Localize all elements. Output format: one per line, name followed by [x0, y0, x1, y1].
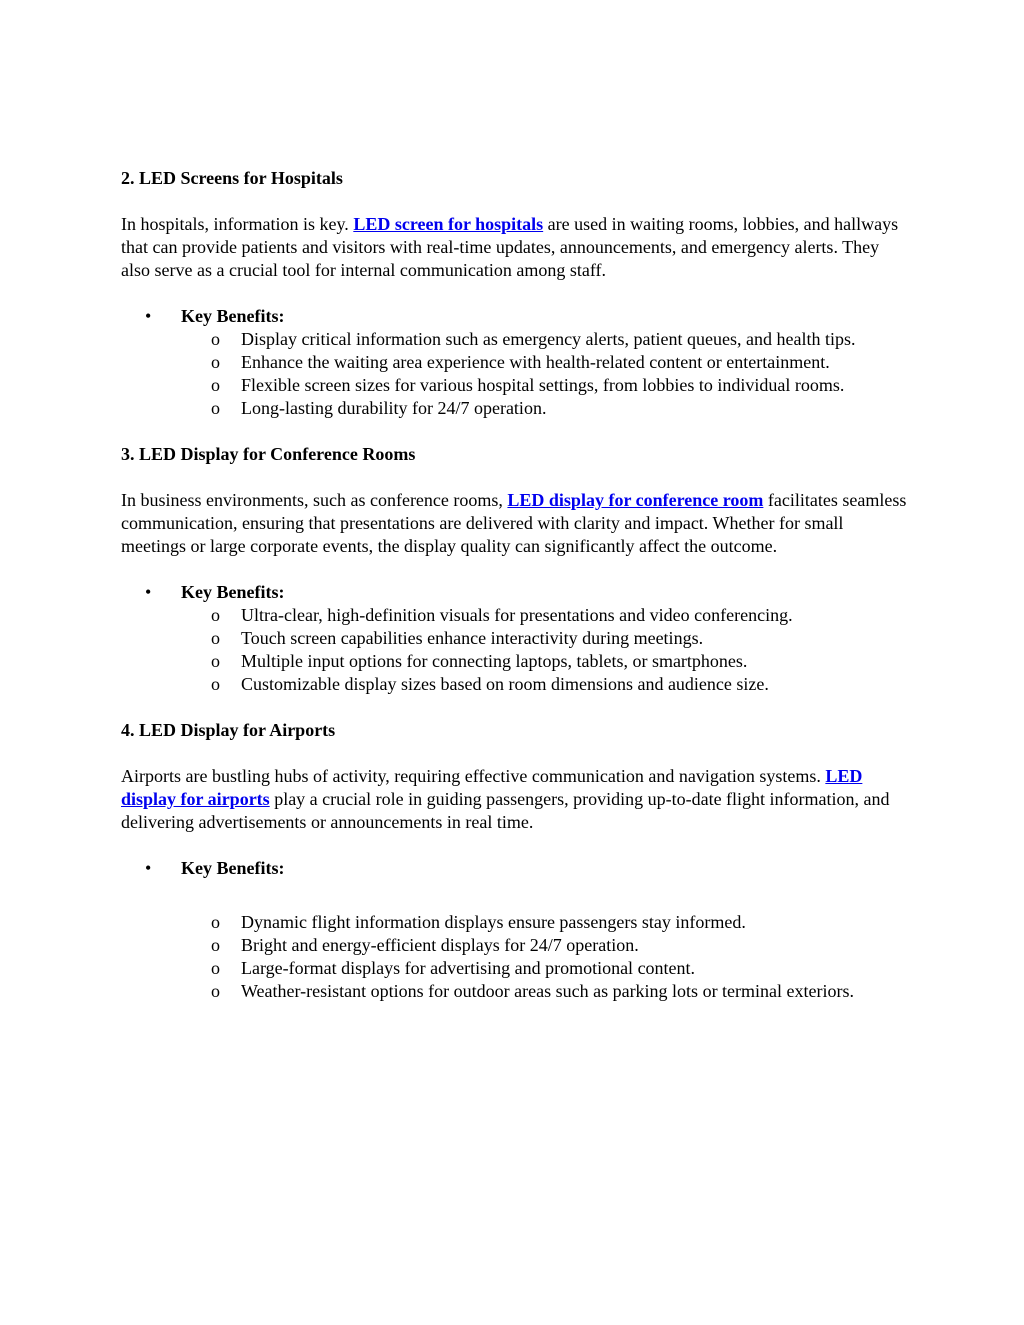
- bullet-icon: •: [145, 582, 152, 602]
- list-item: [121, 957, 911, 980]
- list-item: [121, 328, 911, 351]
- circle-bullet-icon: o: [211, 651, 220, 671]
- section-paragraph: [121, 213, 911, 282]
- key-benefits-list: [121, 857, 911, 1003]
- benefits-sublist: [121, 911, 911, 1003]
- document-page: [121, 167, 911, 1026]
- circle-bullet-icon: o: [211, 912, 220, 932]
- paragraph-text: In business environments, such as conference rooms,: [121, 490, 508, 510]
- list-item: [121, 911, 911, 934]
- list-item-text: Bright and energy-efficient displays for 24/7 operation.: [241, 935, 639, 955]
- bullet-item: [121, 305, 911, 328]
- list-item: [121, 980, 911, 1003]
- list-item-text: Multiple input options for connecting laptops, tablets, or smartphones.: [241, 651, 748, 671]
- circle-bullet-icon: o: [211, 981, 220, 1001]
- list-item: [121, 397, 911, 420]
- list-item-text: Enhance the waiting area experience with health-related content or entertainment.: [241, 352, 830, 372]
- list-item: [121, 351, 911, 374]
- paragraph-text: facilitates seamless communication, ensuring that presentations are delivered with clarity and impact. Whether for small meetings or large corporate events, the display quality can significantly affect the outcome.: [121, 490, 907, 556]
- list-item: [121, 650, 911, 673]
- section-airports: [121, 719, 911, 1003]
- bullet-icon: •: [145, 306, 152, 326]
- section-paragraph: [121, 765, 911, 834]
- key-benefits-label: Key Benefits:: [181, 858, 285, 878]
- circle-bullet-icon: o: [211, 375, 220, 395]
- airports-link[interactable]: LED display for airports: [121, 766, 863, 809]
- key-benefits-label: Key Benefits:: [181, 582, 285, 602]
- circle-bullet-icon: o: [211, 398, 220, 418]
- paragraph-text: In hospitals, information is key.: [121, 214, 354, 234]
- section-conference-rooms: [121, 443, 911, 696]
- section-heading: 4. LED Display for Airports: [121, 720, 336, 740]
- list-item-text: Long-lasting durability for 24/7 operation.: [241, 398, 547, 418]
- key-benefits-list: [121, 581, 911, 696]
- paragraph-text: are used in waiting rooms, lobbies, and hallways that can provide patients and visitors with real-time updates, announcements, and emergency alerts. They also serve as a crucial tool for internal communication among staff.: [121, 214, 899, 280]
- benefits-sublist: [121, 604, 911, 696]
- circle-bullet-icon: o: [211, 352, 220, 372]
- list-item: [121, 627, 911, 650]
- circle-bullet-icon: o: [211, 674, 220, 694]
- list-item-text: Customizable display sizes based on room dimensions and audience size.: [241, 674, 769, 694]
- hospitals-link[interactable]: LED screen for hospitals: [353, 214, 544, 234]
- conference-room-link[interactable]: LED display for conference room: [507, 490, 764, 510]
- circle-bullet-icon: o: [211, 329, 220, 349]
- section-heading: 3. LED Display for Conference Rooms: [121, 444, 416, 464]
- circle-bullet-icon: o: [211, 958, 220, 978]
- bullet-item: [121, 581, 911, 604]
- list-item-text: Ultra-clear, high-definition visuals for presentations and video conferencing.: [241, 605, 793, 625]
- list-item-text: Large-format displays for advertising and promotional content.: [241, 958, 696, 978]
- section-hospitals: [121, 167, 911, 420]
- section-heading: 2. LED Screens for Hospitals: [121, 168, 343, 188]
- paragraph-text: Airports are bustling hubs of activity, requiring effective communication and navigation systems.: [121, 766, 826, 786]
- bullet-icon: •: [145, 858, 152, 878]
- paragraph-text: play a crucial role in guiding passengers, providing up-to-date flight information, and delivering advertisements or announcements in real time.: [121, 789, 890, 832]
- list-item: [121, 374, 911, 397]
- list-item: [121, 673, 911, 696]
- benefits-sublist: [121, 328, 911, 420]
- list-item-text: Weather-resistant options for outdoor areas such as parking lots or terminal exteriors.: [241, 981, 855, 1001]
- circle-bullet-icon: o: [211, 935, 220, 955]
- list-item: [121, 934, 911, 957]
- list-item-text: Dynamic flight information displays ensure passengers stay informed.: [241, 912, 746, 932]
- bullet-item: [121, 857, 911, 880]
- key-benefits-label: Key Benefits:: [181, 306, 285, 326]
- list-item-text: Display critical information such as emergency alerts, patient queues, and health tips.: [241, 329, 856, 349]
- key-benefits-list: [121, 305, 911, 420]
- list-item: [121, 604, 911, 627]
- circle-bullet-icon: o: [211, 605, 220, 625]
- list-item-text: Touch screen capabilities enhance interactivity during meetings.: [241, 628, 704, 648]
- list-item-text: Flexible screen sizes for various hospital settings, from lobbies to individual rooms.: [241, 375, 845, 395]
- section-paragraph: [121, 489, 911, 558]
- circle-bullet-icon: o: [211, 628, 220, 648]
